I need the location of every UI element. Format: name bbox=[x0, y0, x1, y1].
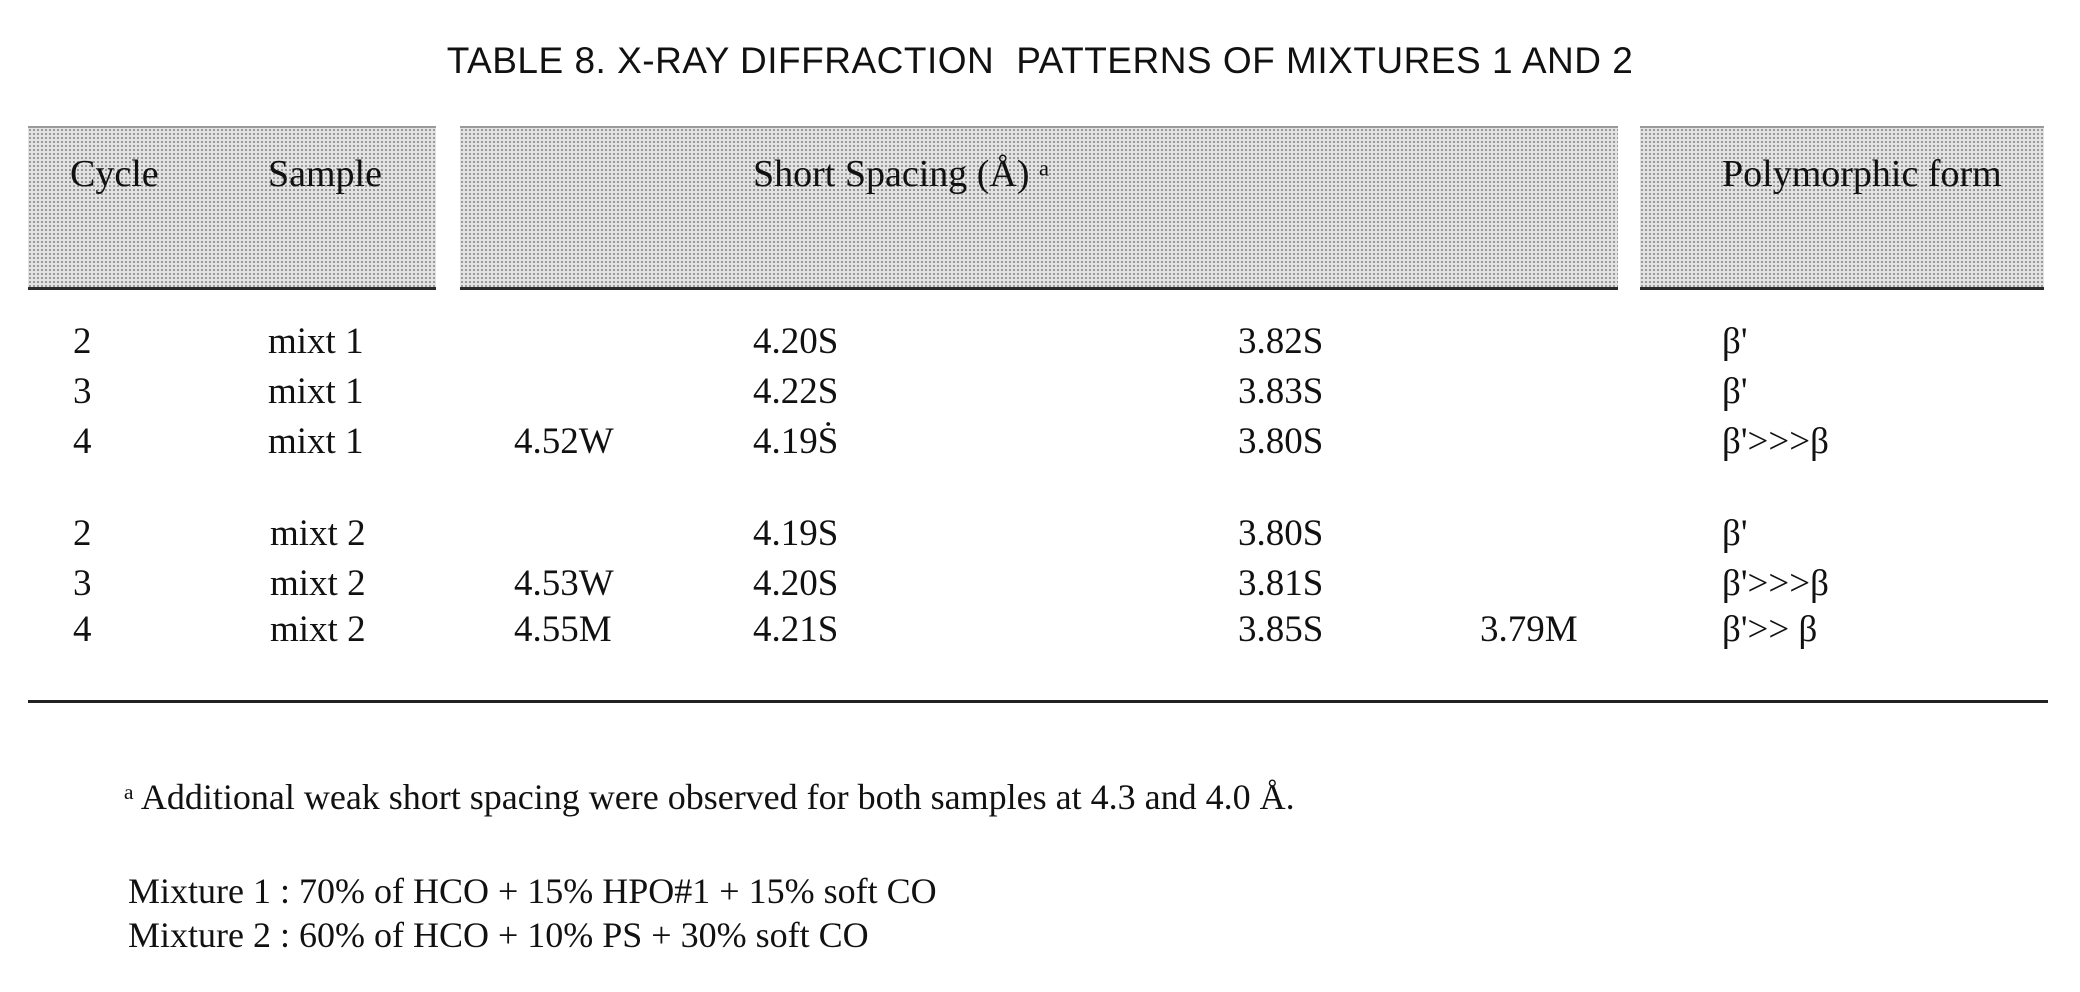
cell-spacing-1: 4.53W bbox=[514, 563, 614, 604]
cell-cycle: 4 bbox=[73, 609, 92, 650]
cell-spacing-1: 4.55M bbox=[514, 609, 612, 650]
cell-cycle: 4 bbox=[73, 421, 92, 462]
cell-spacing-3: 3.85S bbox=[1238, 609, 1324, 650]
mixture-2-composition: Mixture 2 : 60% of HCO + 10% PS + 30% soft CO bbox=[128, 915, 869, 955]
cell-sample: mixt 2 bbox=[270, 513, 366, 554]
header-band-cycle-sample bbox=[28, 126, 436, 290]
cell-spacing-3: 3.82S bbox=[1238, 321, 1324, 362]
cell-cycle: 3 bbox=[73, 563, 92, 604]
cell-polymorphic-form: β' bbox=[1722, 321, 1748, 362]
cell-spacing-2: 4.21S bbox=[753, 609, 839, 650]
cell-sample: mixt 2 bbox=[270, 609, 366, 650]
header-band-short-spacing bbox=[460, 126, 1618, 290]
cell-polymorphic-form: β' bbox=[1722, 513, 1748, 554]
cell-sample: mixt 2 bbox=[270, 563, 366, 604]
header-short-spacing: Short Spacing (Å) ᵃ bbox=[753, 153, 1050, 195]
header-cycle: Cycle bbox=[70, 153, 159, 195]
cell-cycle: 2 bbox=[73, 321, 92, 362]
cell-polymorphic-form: β' bbox=[1722, 371, 1748, 412]
cell-spacing-2: 4.19Ṡ bbox=[753, 421, 839, 462]
table-title-part-1: TABLE 8. X-RAY DIFFRACTION bbox=[446, 40, 995, 81]
mixture-1-composition: Mixture 1 : 70% of HCO + 15% HPO#1 + 15% soft CO bbox=[128, 871, 937, 911]
cell-spacing-1: 4.52W bbox=[514, 421, 614, 462]
cell-spacing-3: 3.81S bbox=[1238, 563, 1324, 604]
cell-spacing-2: 4.20S bbox=[753, 563, 839, 604]
cell-cycle: 3 bbox=[73, 371, 92, 412]
cell-sample: mixt 1 bbox=[268, 371, 364, 412]
cell-spacing-2: 4.20S bbox=[753, 321, 839, 362]
cell-cycle: 2 bbox=[73, 513, 92, 554]
footnote: ᵃ Additional weak short spacing were observed for both samples at 4.3 and 4.0 Å. bbox=[124, 777, 1295, 817]
cell-sample: mixt 1 bbox=[268, 321, 364, 362]
header-sample: Sample bbox=[268, 153, 382, 195]
table-bottom-rule bbox=[28, 700, 2048, 703]
table-title-part-2: PATTERNS OF MIXTURES 1 AND 2 bbox=[1016, 40, 1634, 81]
cell-spacing-2: 4.19S bbox=[753, 513, 839, 554]
cell-spacing-3: 3.80S bbox=[1238, 421, 1324, 462]
table-title bbox=[0, 40, 2080, 82]
cell-polymorphic-form: β'>> β bbox=[1722, 609, 1818, 650]
cell-polymorphic-form: β'>>>β bbox=[1722, 421, 1829, 462]
cell-polymorphic-form: β'>>>β bbox=[1722, 563, 1829, 604]
cell-spacing-2: 4.22S bbox=[753, 371, 839, 412]
cell-spacing-4: 3.79M bbox=[1480, 609, 1578, 650]
cell-sample: mixt 1 bbox=[268, 421, 364, 462]
cell-spacing-3: 3.80S bbox=[1238, 513, 1324, 554]
header-polymorphic-form: Polymorphic form bbox=[1722, 153, 2002, 195]
header-band-polymorphic-form bbox=[1640, 126, 2044, 290]
cell-spacing-3: 3.83S bbox=[1238, 371, 1324, 412]
